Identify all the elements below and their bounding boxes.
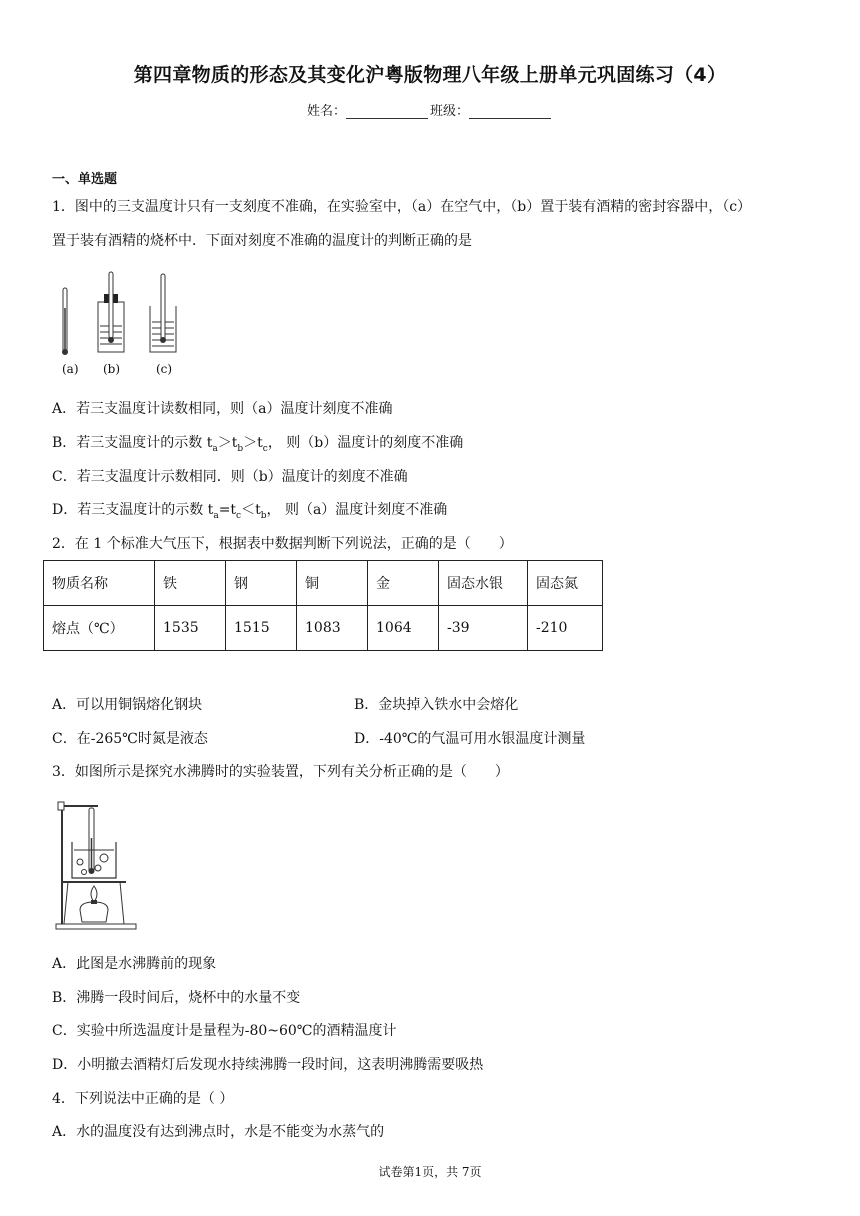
q3-stem: 3．如图所示是探究水沸腾时的实验装置，下列有关分析正确的是（ ） xyxy=(52,764,509,780)
table-row xyxy=(44,606,603,651)
q1-stem-line1: 1．图中的三支温度计只有一支刻度不准确，在实验室中，（a）在空气中，（b）置于装有酒精的密封容器中，（c） xyxy=(52,199,752,215)
beaker-c xyxy=(150,274,176,352)
q4-option-a: A．水的温度没有达到沸点时，水是不能变为水蒸气的 xyxy=(52,1124,385,1140)
name-label: 姓名： xyxy=(306,104,346,119)
name-blank xyxy=(346,106,428,119)
table-cell: 熔点（℃） xyxy=(44,606,155,651)
q1-option-b: B．若三支温度计的示数 $t_a>t_b>t_c$， 则（b）温度计的刻度不准确 xyxy=(52,435,464,454)
q2-option-c: C．在-265℃时氮是液态 xyxy=(52,731,208,747)
fig-label-a: (a) xyxy=(62,362,79,376)
student-info xyxy=(0,100,860,119)
table-cell: 钢 xyxy=(226,561,297,606)
class-label: 班级： xyxy=(430,104,470,119)
table-cell: 固态氮 xyxy=(528,561,603,606)
table-cell: 1535 xyxy=(155,606,226,651)
container-b xyxy=(98,272,124,352)
fig-label-c: (c) xyxy=(156,362,173,376)
table-cell: -210 xyxy=(528,606,603,651)
table-cell: 铜 xyxy=(297,561,368,606)
page-title: 第四章物质的形态及其变化沪粤版物理八年级上册单元巩固练习（4） xyxy=(133,64,727,86)
thermometer-a xyxy=(62,288,68,355)
q3-option-a: A．此图是水沸腾前的现象 xyxy=(52,956,217,972)
q3-boiling-apparatus-figure xyxy=(54,798,140,934)
fig-label-b: (b) xyxy=(103,362,121,376)
q2-stem: 2．在 1 个标准大气压下，根据表中数据判断下列说法，正确的是（ ） xyxy=(52,536,513,552)
q1-stem-line2: 置于装有酒精的烧杯中．下面对刻度不准确的温度计的判断正确的是 xyxy=(52,233,472,249)
q1-option-a: A．若三支温度计读数相同，则（a）温度计刻度不准确 xyxy=(52,401,393,417)
section-heading: 一、单选题 xyxy=(52,172,118,187)
table-cell: -39 xyxy=(439,606,528,651)
table-cell: 铁 xyxy=(155,561,226,606)
q3-option-d: D．小明撤去酒精灯后发现水持续沸腾一段时间，这表明沸腾需要吸热 xyxy=(52,1057,484,1073)
table-cell: 金 xyxy=(368,561,439,606)
class-blank xyxy=(469,106,551,119)
q2-option-b: B．金块掉入铁水中会熔化 xyxy=(354,697,519,713)
q1-option-d: D．若三支温度计的示数 $t_a=t_c<t_b$， 则（a）温度计刻度不准确 xyxy=(52,502,448,521)
table-row xyxy=(44,561,603,606)
table-cell: 固态水银 xyxy=(439,561,528,606)
q2-option-a: A．可以用铜锅熔化钢块 xyxy=(52,697,203,713)
table-cell: 1064 xyxy=(368,606,439,651)
table-cell: 1083 xyxy=(297,606,368,651)
q2-option-d: D．-40℃的气温可用水银温度计测量 xyxy=(354,731,586,747)
q3-option-c: C．实验中所选温度计是量程为-80~60℃的酒精温度计 xyxy=(52,1023,397,1039)
table-cell: 物质名称 xyxy=(44,561,155,606)
q1-option-c: C．若三支温度计示数相同．则（b）温度计的刻度不准确 xyxy=(52,469,408,485)
q3-option-b: B．沸腾一段时间后，烧杯中的水量不变 xyxy=(52,990,301,1006)
melting-point-table xyxy=(43,560,603,651)
page-footer: 试卷第1页，共 7页 xyxy=(378,1165,482,1179)
q4-stem: 4．下列说法中正确的是（ ） xyxy=(52,1091,234,1107)
table-cell: 1515 xyxy=(226,606,297,651)
